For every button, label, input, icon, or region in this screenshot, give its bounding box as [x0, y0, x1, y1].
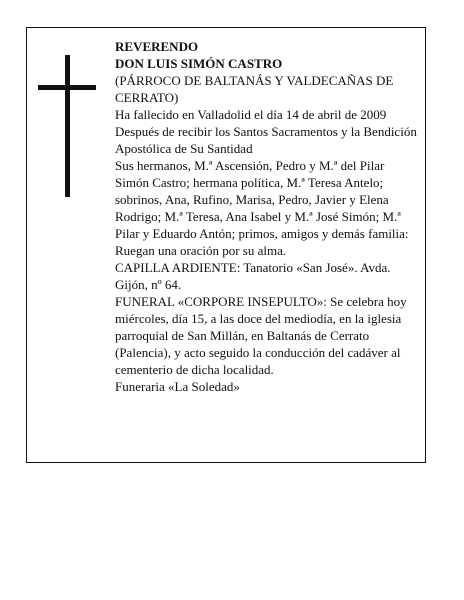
notice-title-line-1: REVERENDO: [115, 39, 199, 54]
sacraments-statement: Después de recibir los Santos Sacramentos y la Bendición Apostólica de Su Santidad: [115, 124, 417, 156]
funeral-home: Funeraria «La Soledad»: [115, 379, 240, 394]
obituary-notice-text: [115, 38, 420, 395]
funeral-info: FUNERAL «CORPORE INSEPULTO»: Se celebra hoy miércoles, día 15, a las doce del mediodía, en la iglesia parroquial de San Millán, en Baltanás de Cerrato (Palencia), y acto seguido la conducción del cadáver al cementerio de dicha localidad.: [115, 294, 407, 377]
death-statement: Ha fallecido en Valladolid el día 14 de abril de 2009: [115, 107, 387, 122]
prayer-request: Ruegan una oración por su alma.: [115, 243, 287, 258]
cross-icon: [38, 55, 98, 197]
parish-role: (PÁRROCO DE BALTANÁS Y VALDECAÑAS DE CERRATO): [115, 73, 394, 105]
deceased-name: DON LUIS SIMÓN CASTRO: [115, 56, 283, 71]
family-list: Sus hermanos, M.ª Ascensión, Pedro y M.ª del Pilar Simón Castro; hermana política, M.ª Teresa Antelo; sobrinos, Ana, Rufino, Marisa, Pedro, Javier y Elena Rodrigo; M.ª Teresa, Ana Isabel y M.ª José Simón; M.ª Pilar y Eduardo Antón; primos, amigos y demás familia:: [115, 158, 409, 241]
chapel-info: CAPILLA ARDIENTE: Tanatorio «San José». Avda. Gijón, nº 64.: [115, 260, 391, 292]
